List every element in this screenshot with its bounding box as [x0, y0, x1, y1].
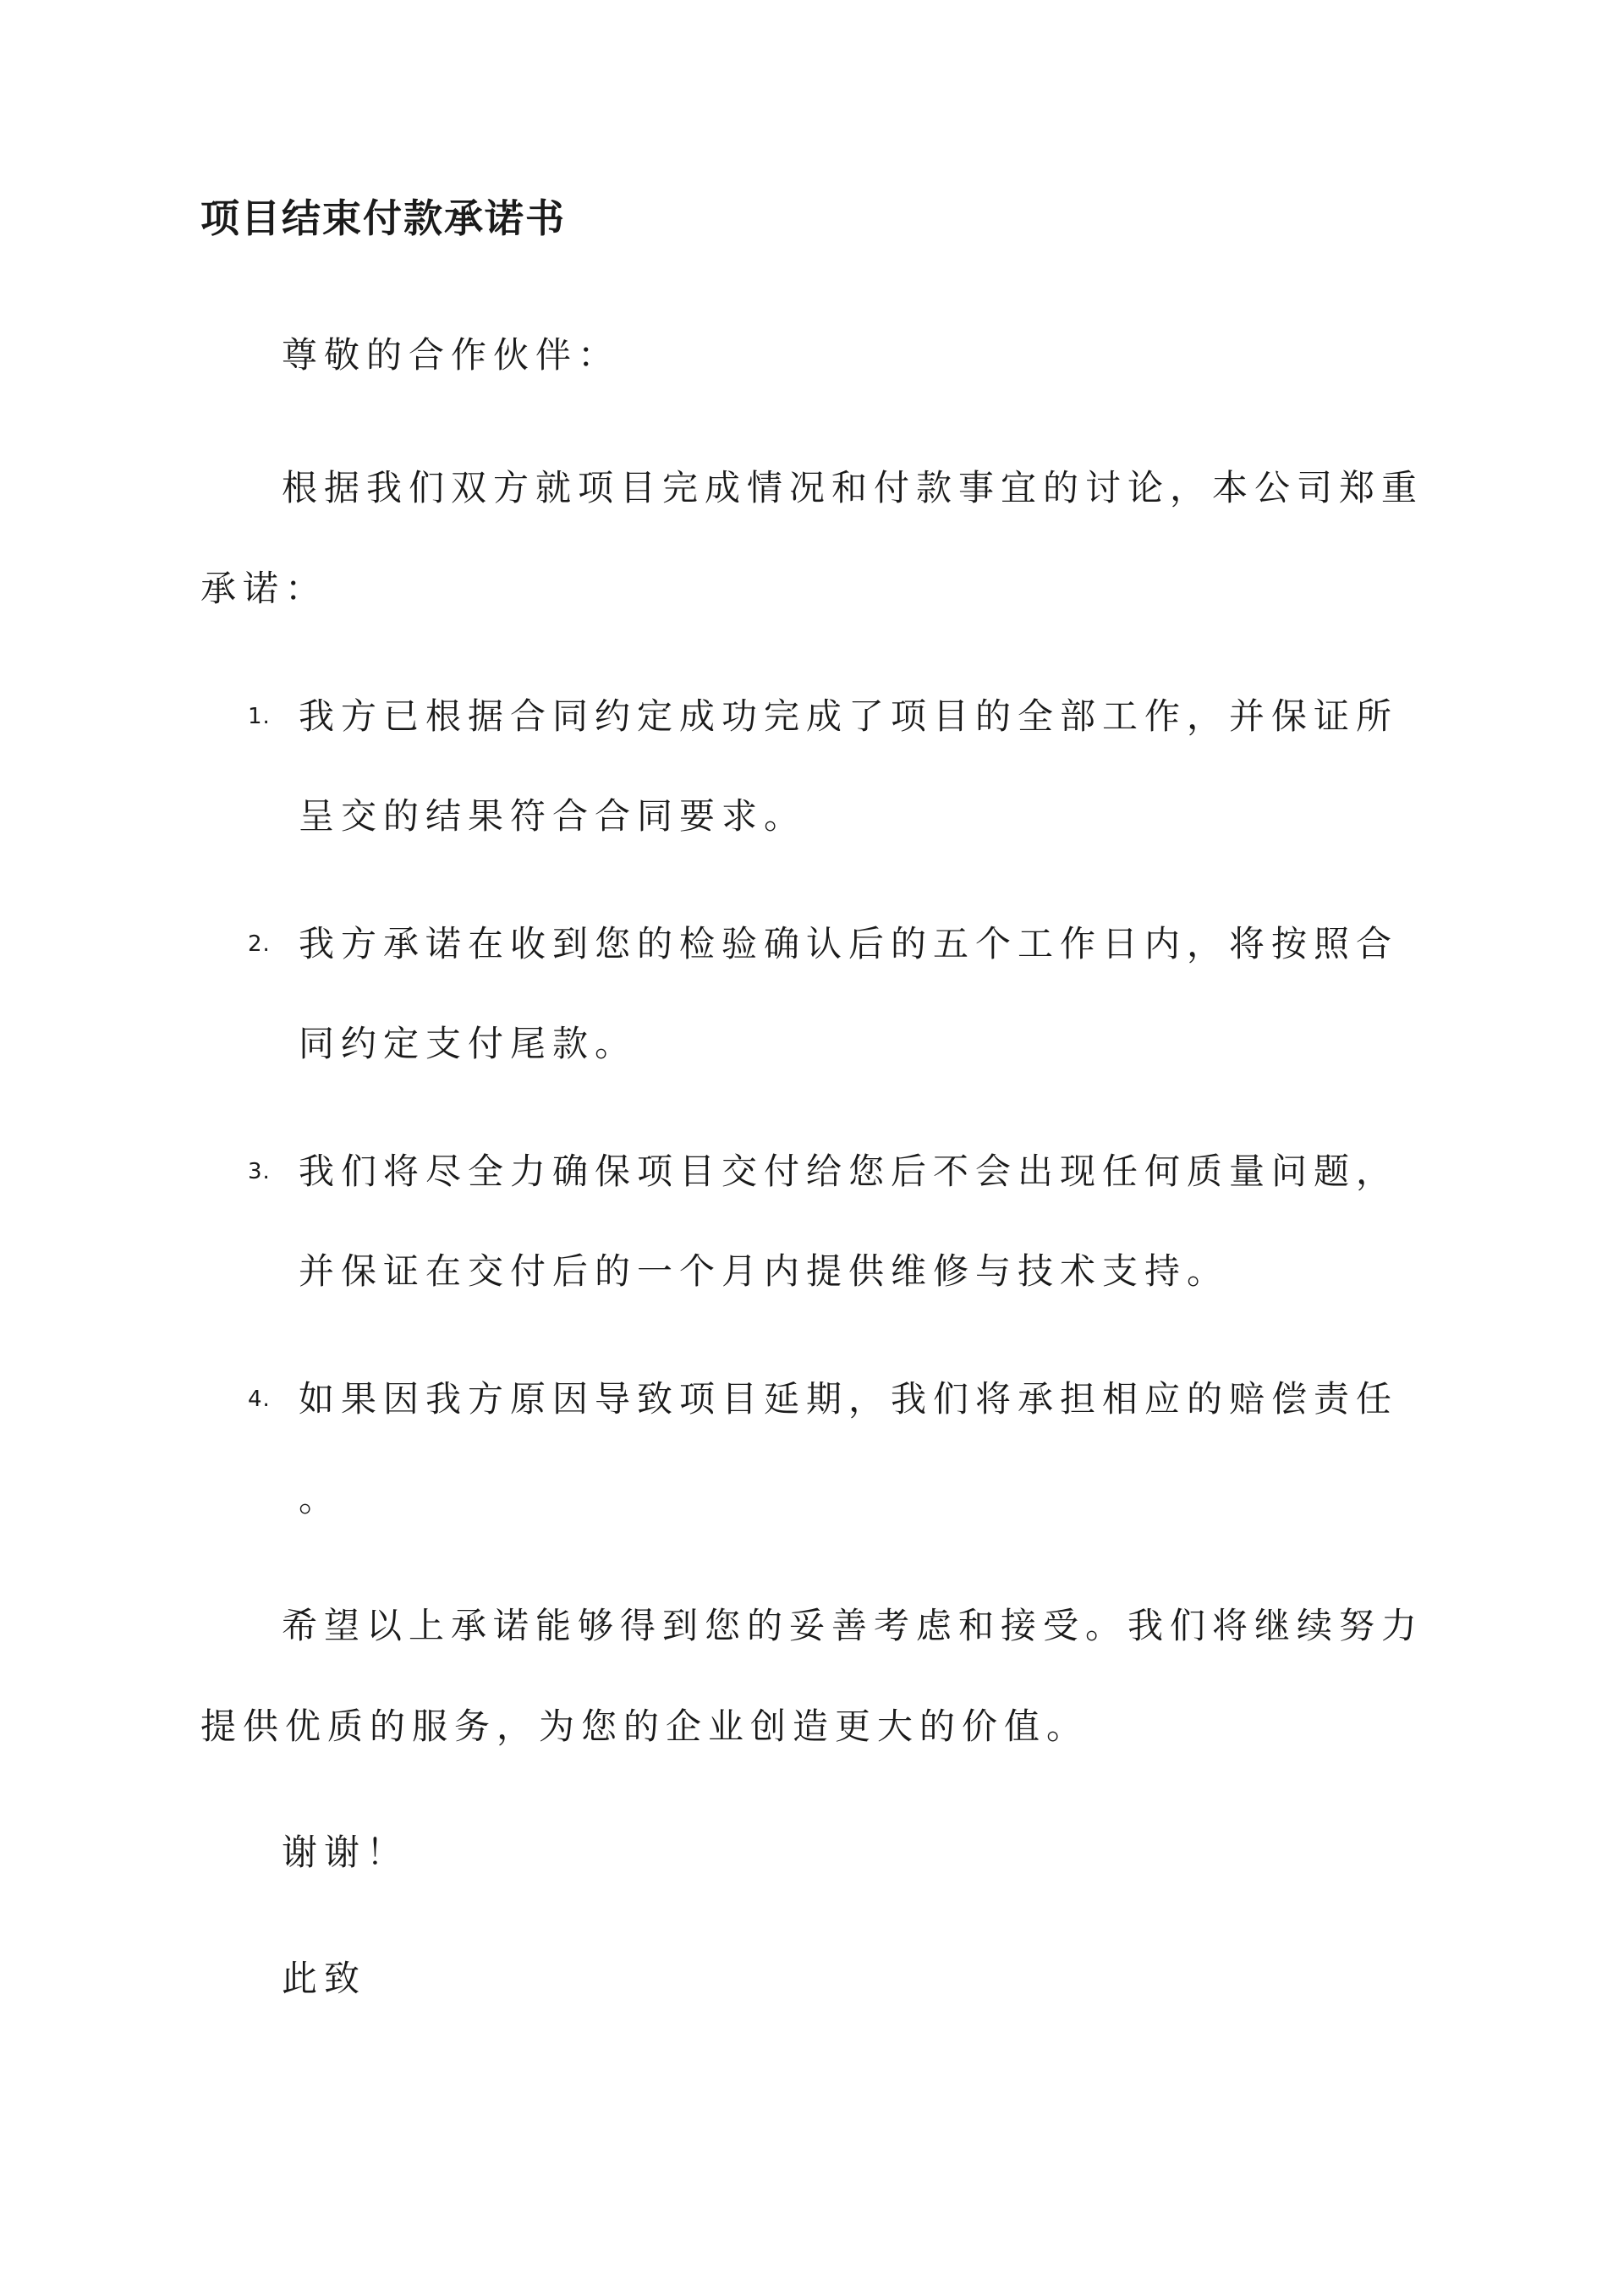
list-item-line-1: 我方已根据合同约定成功完成了项目的全部工作，并保证所: [299, 695, 1399, 737]
closing-line-2: 提供优质的服务，为您的企业创造更大的价值。: [200, 1706, 1089, 1747]
salutation: 尊敬的合作伙伴：: [282, 334, 621, 376]
list-item-line-2: 并保证在交付后的一个月内提供维修与技术支持。: [299, 1250, 1230, 1292]
list-item-line-2: 同约定支付尾款。: [299, 1023, 638, 1064]
list-item-number: 1.: [248, 704, 271, 729]
thanks-text: 谢谢！: [282, 1832, 409, 1873]
list-item-number: 4.: [248, 1387, 271, 1412]
regards-text: 此致: [282, 1958, 367, 1999]
intro-line-1: 根据我们双方就项目完成情况和付款事宜的讨论，本公司郑重: [282, 467, 1424, 508]
list-item-line-2: 。: [299, 1478, 342, 1519]
list-item-line-1: 我方承诺在收到您的检验确认后的五个工作日内，将按照合: [299, 923, 1399, 964]
list-item-line-1: 我们将尽全力确保项目交付给您后不会出现任何质量问题，: [299, 1151, 1399, 1192]
list-item-number: 3.: [248, 1159, 271, 1184]
list-item-number: 2.: [248, 931, 271, 957]
document-title: 项目结束付款承诺书: [200, 195, 566, 241]
list-item-line-2: 呈交的结果符合合同要求。: [299, 795, 807, 837]
list-item-line-1: 如果因我方原因导致项目延期，我们将承担相应的赔偿责任: [299, 1378, 1399, 1420]
intro-line-2: 承诺：: [200, 568, 328, 609]
closing-line-1: 希望以上承诺能够得到您的妥善考虑和接受。我们将继续努力: [282, 1605, 1424, 1646]
